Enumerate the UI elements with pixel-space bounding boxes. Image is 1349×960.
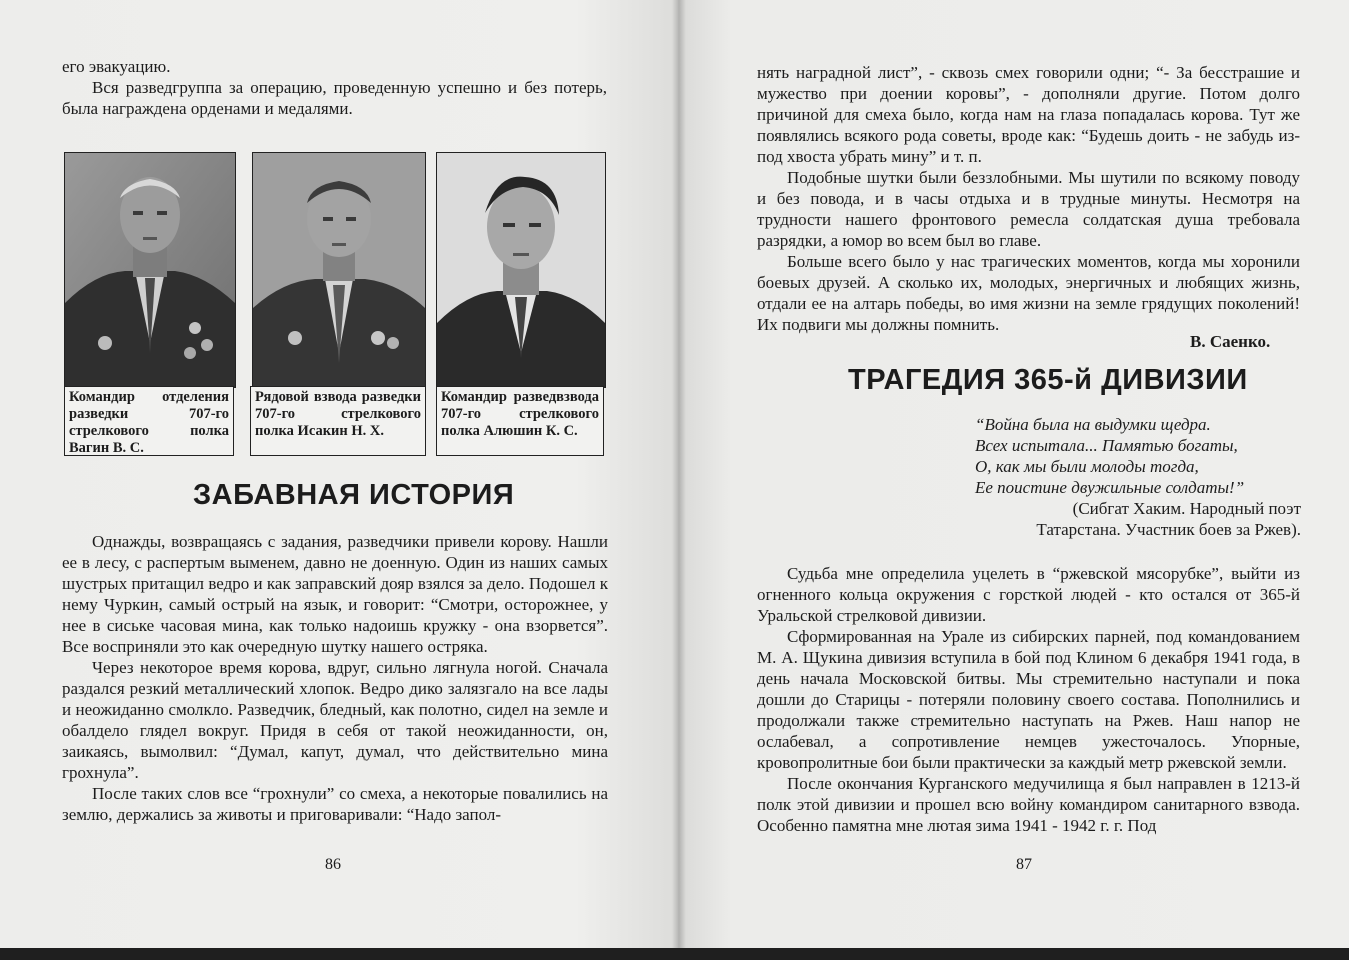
epigraph-line: “Война была на выдумки щедра. <box>975 415 1211 434</box>
story-continuation: нять наградной лист”, - сквозь смех говорили одни; “- За бесстрашие и мужество при доении коровы”, - дополняли другие. Потом долго причиной для смеха было, когда нам на глаза попадалась корова. Тут же появлялись всякого рода советы, вроде как: “Будешь доить - не забудь из-под хвоста убрать мину” и т. п. <box>757 63 1300 166</box>
author-signature: В. Саенко. <box>1190 332 1271 351</box>
story-paragraph: Однажды, возвращаясь с задания, разведчики привели корову. Нашли ее в лесу, с распертым выменем, давно не доенную. Один из наших самых шустрых притащил ведро и как заправский дояр взялся за дело. Подошел к нему Чуркин, самый острый на язык, и говорит: “Смотри, осторожнее, у нее в сиське часовая мина, как только надоишь кружку - она взорвется”. Все восприняли это как очередную шутку нашего остряка. <box>62 532 608 656</box>
portrait-image <box>65 153 235 387</box>
right-top-text <box>757 62 1300 335</box>
left-intro-text <box>62 56 607 119</box>
epigraph-source-line: Татарстана. Участник боев за Ржев). <box>1036 520 1301 539</box>
portrait-photo-isakin <box>252 152 426 388</box>
caption-text: Командир разведвзвода 707-го стрелкового полка Алюшин К. С. <box>441 389 599 439</box>
story-title: ЗАБАВНАЯ ИСТОРИЯ <box>193 479 515 511</box>
epigraph-line: Всех испытала... Памятью богаты, <box>975 436 1238 455</box>
epigraph-source <box>975 498 1301 540</box>
page-number: 86 <box>325 856 341 873</box>
epigraph-source-line: (Сибгат Хаким. Народный поэт <box>1072 499 1301 518</box>
photo-caption-vagin <box>64 386 234 456</box>
photo-caption-isakin <box>250 386 426 456</box>
intro-paragraph: Вся разведгруппа за операцию, проведенную успешно и без потерь, была награждена орденами и медалями. <box>62 78 607 118</box>
epigraph <box>975 414 1295 498</box>
section-title: ТРАГЕДИЯ 365-й ДИВИЗИИ <box>848 364 1248 396</box>
story-paragraph: Подобные шутки были беззлобными. Мы шутили по всякому поводу и без повода, и в часы отдыха и в трудные минуты. Несмотря на трудности нашего фронтового ремесла солдатская душа требовала разрядки, а юмор во всем был во главе. <box>757 168 1300 250</box>
story-text <box>62 531 608 825</box>
caption-text: Рядовой взвода разведки 707-го стрелкового полка Исакин Н. Х. <box>255 389 421 439</box>
portrait-photo-alyushin <box>436 152 606 388</box>
caption-text: Командир отделения разведки 707-го стрелкового полка Вагин В. С. <box>69 389 229 456</box>
book-gutter <box>672 0 686 948</box>
body-paragraph: Сформированная на Урале из сибирских парней, под командованием М. А. Щукина дивизия вступила в бой под Клином 6 декабря 1941 года, в день начала Московской битвы. Мы стремительно наступали и пока дошли до Старицы - потеряли половину своего состава. Пополнились и продолжали также стремительно наступать на Ржев. Наш напор не ослабевал, а сопротивление немцев ужесточалось. Упорные, кровопролитные бои были практически за каждый метр ржевской земли. <box>757 627 1300 772</box>
portrait-photo-vagin <box>64 152 236 388</box>
body-paragraph: После окончания Курганского медучилища я был направлен в 1213-й полк этой дивизии и прошел всю войну командиром санитарного взвода. Особенно памятна мне лютая зима 1941 - 1942 г. г. Под <box>757 774 1300 835</box>
story-paragraph: Больше всего было у нас трагических моментов, когда мы хоронили боевых друзей. А сколько их, молодых, энергичных и любящих жизнь, отдали ее на алтарь победы, во имя жизни на земле грядущих поколений! Их подвиги мы должны помнить. <box>757 252 1300 334</box>
intro-line: его эвакуацию. <box>62 57 171 76</box>
page-number: 87 <box>1016 856 1032 873</box>
right-body-text <box>757 563 1300 836</box>
portrait-image <box>253 153 425 387</box>
portrait-image <box>437 153 605 387</box>
story-paragraph: После таких слов все “грохнули” со смеха, а некоторые повалились на землю, держались за животы и приговаривали: “Надо запол- <box>62 784 608 824</box>
story-paragraph: Через некоторое время корова, вдруг, сильно лягнула ногой. Сначала раздался резкий металлический хлопок. Ведро дико залязгало на все лады и неожиданно смолкло. Разведчик, бледный, как полотно, сидел на земле и обалдело глядел вокруг. Придя в себя от такой неожиданности, он, заикаясь, вымолвил: “Думал, капут, думал, что действительно мина грохнула”. <box>62 658 608 782</box>
epigraph-line: Ее поистине двужильные солдаты!” <box>975 478 1245 497</box>
epigraph-line: О, как мы были молоды тогда, <box>975 457 1199 476</box>
photo-caption-alyushin <box>436 386 604 456</box>
scan-bottom-edge <box>0 948 1349 960</box>
body-paragraph: Судьба мне определила уцелеть в “ржевской мясорубке”, выйти из огненного кольца окружения с горсткой людей - кто остался от 365-й Уральской стрелковой дивизии. <box>757 564 1300 625</box>
left-page <box>0 0 678 948</box>
